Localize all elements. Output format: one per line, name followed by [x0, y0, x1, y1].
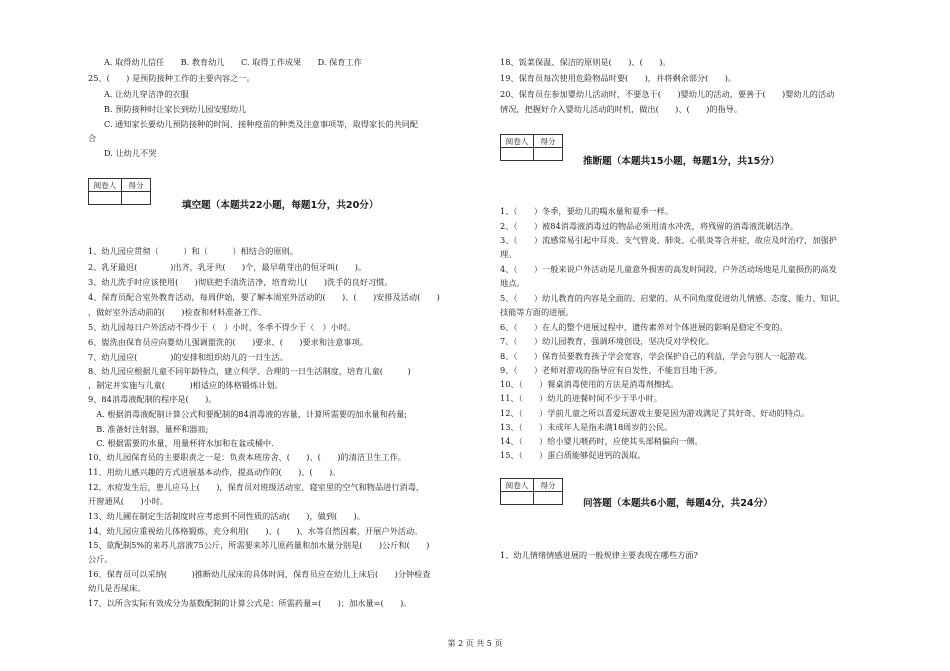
- judge-line: 技能等方面的进展。: [500, 307, 574, 317]
- fill-line: 11、用幼儿感兴趣的方式进展基本动作，提高动作的( )、( )。: [88, 467, 341, 477]
- judge-line: 7、（ ）幼儿园教育，强调环境创设，坚决反对学校化。: [500, 336, 714, 346]
- score-cell: [534, 148, 563, 161]
- fill-line: 17、以所含实际有效成分为基数配制的计算公式是：所需药量=( )；加水量=( )。: [88, 598, 412, 608]
- score-cell: [122, 192, 151, 205]
- judge-line: 1、（ ）冬季，要幼儿的喝水量和夏季一样。: [500, 206, 674, 216]
- reviewer-cell: [89, 192, 122, 205]
- score-label: 得分: [122, 179, 151, 192]
- score-box-judge: [500, 134, 563, 161]
- judge-line: 2、（ ）被84消毒液消毒过的物品必须用清水冲洗，将残留的消毒液洗刷洁净。: [500, 221, 799, 231]
- fill-line: ，做好室外活动前的( )检查和材料准备工作。: [88, 307, 267, 317]
- qa-section-title: 问答题（本题共6小题，每题4分，共24分）: [583, 498, 773, 509]
- score-box-qa: [500, 478, 563, 505]
- q24-options: A. 取得幼儿信任 B. 教育幼儿 C. 取得工作成果 D. 保育工作: [104, 57, 362, 67]
- fill-line: 4、保育员配合室外教育活动，每周伊始，要了解本周室外活动的( )、( )安排及活动( ): [88, 292, 440, 302]
- fill-line: 12、水痘发生后，患儿应马上( )，保育员对班级活动室、寝室里的空气和物品进行消毒，: [88, 482, 425, 492]
- judge-line: 14、（ ）给小婴儿喂药时，应使其头部稍偏向一侧。: [500, 436, 703, 446]
- judge-line: 地点。: [500, 278, 525, 288]
- judge-line: 3、（ ）流感常易引起中耳炎、支气管炎、肺炎、心肌炎等合并症，故应及时治疗，加强护: [500, 235, 837, 245]
- q25-option-c-cont: 合: [88, 133, 97, 143]
- fill-line: 16、保育员可以采纳( )推断幼儿尿床的具体时间，保育员应在幼儿上床后( )分钟检查: [88, 569, 431, 579]
- fill-line: 情况，把握好介入婴幼儿活动的时机，做出( )、( )的指导。: [500, 104, 743, 114]
- judge-line: 4、（ ）一般来说户外活动是儿童意外损害的高发时间段，户外活动场地是儿童损伤的高发: [500, 264, 837, 274]
- q25-option-c: C. 通知家长要幼儿预防接种的时间、接种疫苗的种类及注意事项等，取得家长的共同配: [104, 119, 419, 129]
- score-cell: [534, 492, 563, 505]
- fill-section-title: 填空题（本题共22小题，每题1分，共20分）: [182, 200, 379, 211]
- score-label: 得分: [534, 135, 563, 148]
- judge-line: 8、（ ）保育员要教育孩子学会宽容，学会保护自己的利益，学会与别人一起游戏。: [500, 351, 813, 361]
- fill-line: 13、幼儿圃在制定生活制度时应考虑到不同性质的活动( )，做到( )。: [88, 511, 366, 521]
- fill-line: 9、84消毒液配制的程序是( )。: [88, 394, 217, 404]
- judge-line: 理。: [500, 249, 517, 259]
- fill-line: 19、保育员每次使用危险物品时要( )，并将剩余部分( )。: [500, 73, 737, 83]
- fill-line: 15、欲配制5%的来苏儿溶液75公斤，所需要来苏儿原药量和加水量分别是( )公斤和( ): [88, 540, 430, 550]
- reviewer-label: 阅卷人: [89, 179, 122, 192]
- fill-line: 8、幼儿园应根据儿童不同年龄特点，建立科学、合理的一日生活制度，培育儿童( ): [88, 366, 411, 376]
- fill-line: 18、饭菜保温、保洁的原则是( )、( )。: [500, 57, 671, 67]
- judge-line: 5、（ ）幼儿教育的内容是全面的、启蒙的、从不同角度促进幼儿情感、态度、能力、知识、: [500, 293, 845, 303]
- fill-line: 10、幼儿园保育员的主要职责之一是：负责本班房舍、( )、( )的清洁卫生工作。: [88, 452, 406, 462]
- fill-line: 开窗通风( )小时。: [88, 496, 169, 506]
- reviewer-cell: [501, 492, 534, 505]
- fill-line: 20、保育员在参加婴幼儿活动时，不要急于( )婴幼儿的活动，要善于( )婴幼儿的活动: [500, 89, 835, 99]
- fill-line: 2、乳牙最迟( )出齐，乳牙共( )个，最早萌芽出的恒牙叫( )。: [88, 262, 367, 272]
- fill-line: 14、幼儿园应重视幼儿体格锻炼，充分利用( )、( )、水等自然因素，开展户外活动。: [88, 526, 423, 536]
- fill-line: 6、盥洗由保育员应向婴幼儿强调盥洗的( )要求、( )要求和注意事项。: [88, 337, 368, 347]
- fill-line: 7、幼儿园应( )的安排和组织幼儿的一日生活。: [88, 352, 288, 362]
- q25-stem: 25、( ) 是预防接种工作的主要内容之一。: [88, 73, 255, 83]
- judge-line: 12、（ ）学前儿童之所以喜爱玩游戏主要是因为游戏满足了其好奇、好动的特点。: [500, 408, 810, 418]
- fill-line: A. 根据消毒液配制计算公式和要配制的84消毒液的容量，计算所需要的加水量和药量;: [88, 409, 408, 419]
- judge-line: 9、（ ）老师对游戏的指导应有自发性，不能盲目地干涉。: [500, 365, 723, 375]
- reviewer-label: 阅卷人: [501, 479, 534, 492]
- fill-line: 1、幼儿园应贯彻（ ）和（ ）相结合的原则。: [88, 246, 298, 256]
- judge-line: 15、（ ）蛋白质能够促进钙的汲取。: [500, 450, 646, 460]
- q25-option-a: A. 让幼儿穿洁净的衣服: [104, 89, 189, 99]
- page-footer: 第 2 页 共 5 页: [447, 639, 503, 648]
- score-label: 得分: [534, 479, 563, 492]
- fill-line: B. 准备好注射器，量杯和器皿;: [88, 424, 209, 434]
- judge-line: 10、（ ）餐桌消毒使用的方法是消毒剂擦拭。: [500, 379, 679, 389]
- qa-line: 1、幼儿情绪情感进展的一般规律主要表现在哪些方面?: [500, 550, 698, 560]
- judge-line: 13、（ ）未成年人是指未满18周岁的公民。: [500, 422, 673, 432]
- reviewer-label: 阅卷人: [501, 135, 534, 148]
- fill-line: 幼儿是否尿床。: [88, 583, 146, 593]
- q25-option-d: D. 让幼儿不哭: [104, 148, 157, 158]
- judge-line: 6、（ ）在人的整个进展过程中，遗传素养对个体进展的影响是稳定不变的。: [500, 322, 788, 332]
- fill-line: 3、幼儿洗手时应该使用( )彻底把手清洗洁净，培育幼儿( )洗手的良好习惯。: [88, 277, 393, 287]
- score-box-fill: [88, 178, 151, 205]
- fill-line: 5、幼儿园每日户外活动不得少于（ ）小时，冬季不得少于（ ）小时。: [88, 322, 356, 332]
- q25-option-b: B. 预防接种时让家长到幼儿园安慰幼儿: [104, 104, 247, 114]
- fill-line: ，制定并实施与儿童( )相适应的体格锻炼计划。: [88, 380, 283, 390]
- judge-section-title: 推断题（本题共15小题，每题1分，共15分）: [583, 156, 780, 167]
- fill-line: 公斤。: [88, 554, 113, 564]
- judge-line: 11、（ ）幼儿的进餐时间不少于半小时。: [500, 393, 662, 403]
- fill-line: C. 根据需要的水量，用量杯将水加和在盆或桶中.: [88, 438, 274, 448]
- reviewer-cell: [501, 148, 534, 161]
